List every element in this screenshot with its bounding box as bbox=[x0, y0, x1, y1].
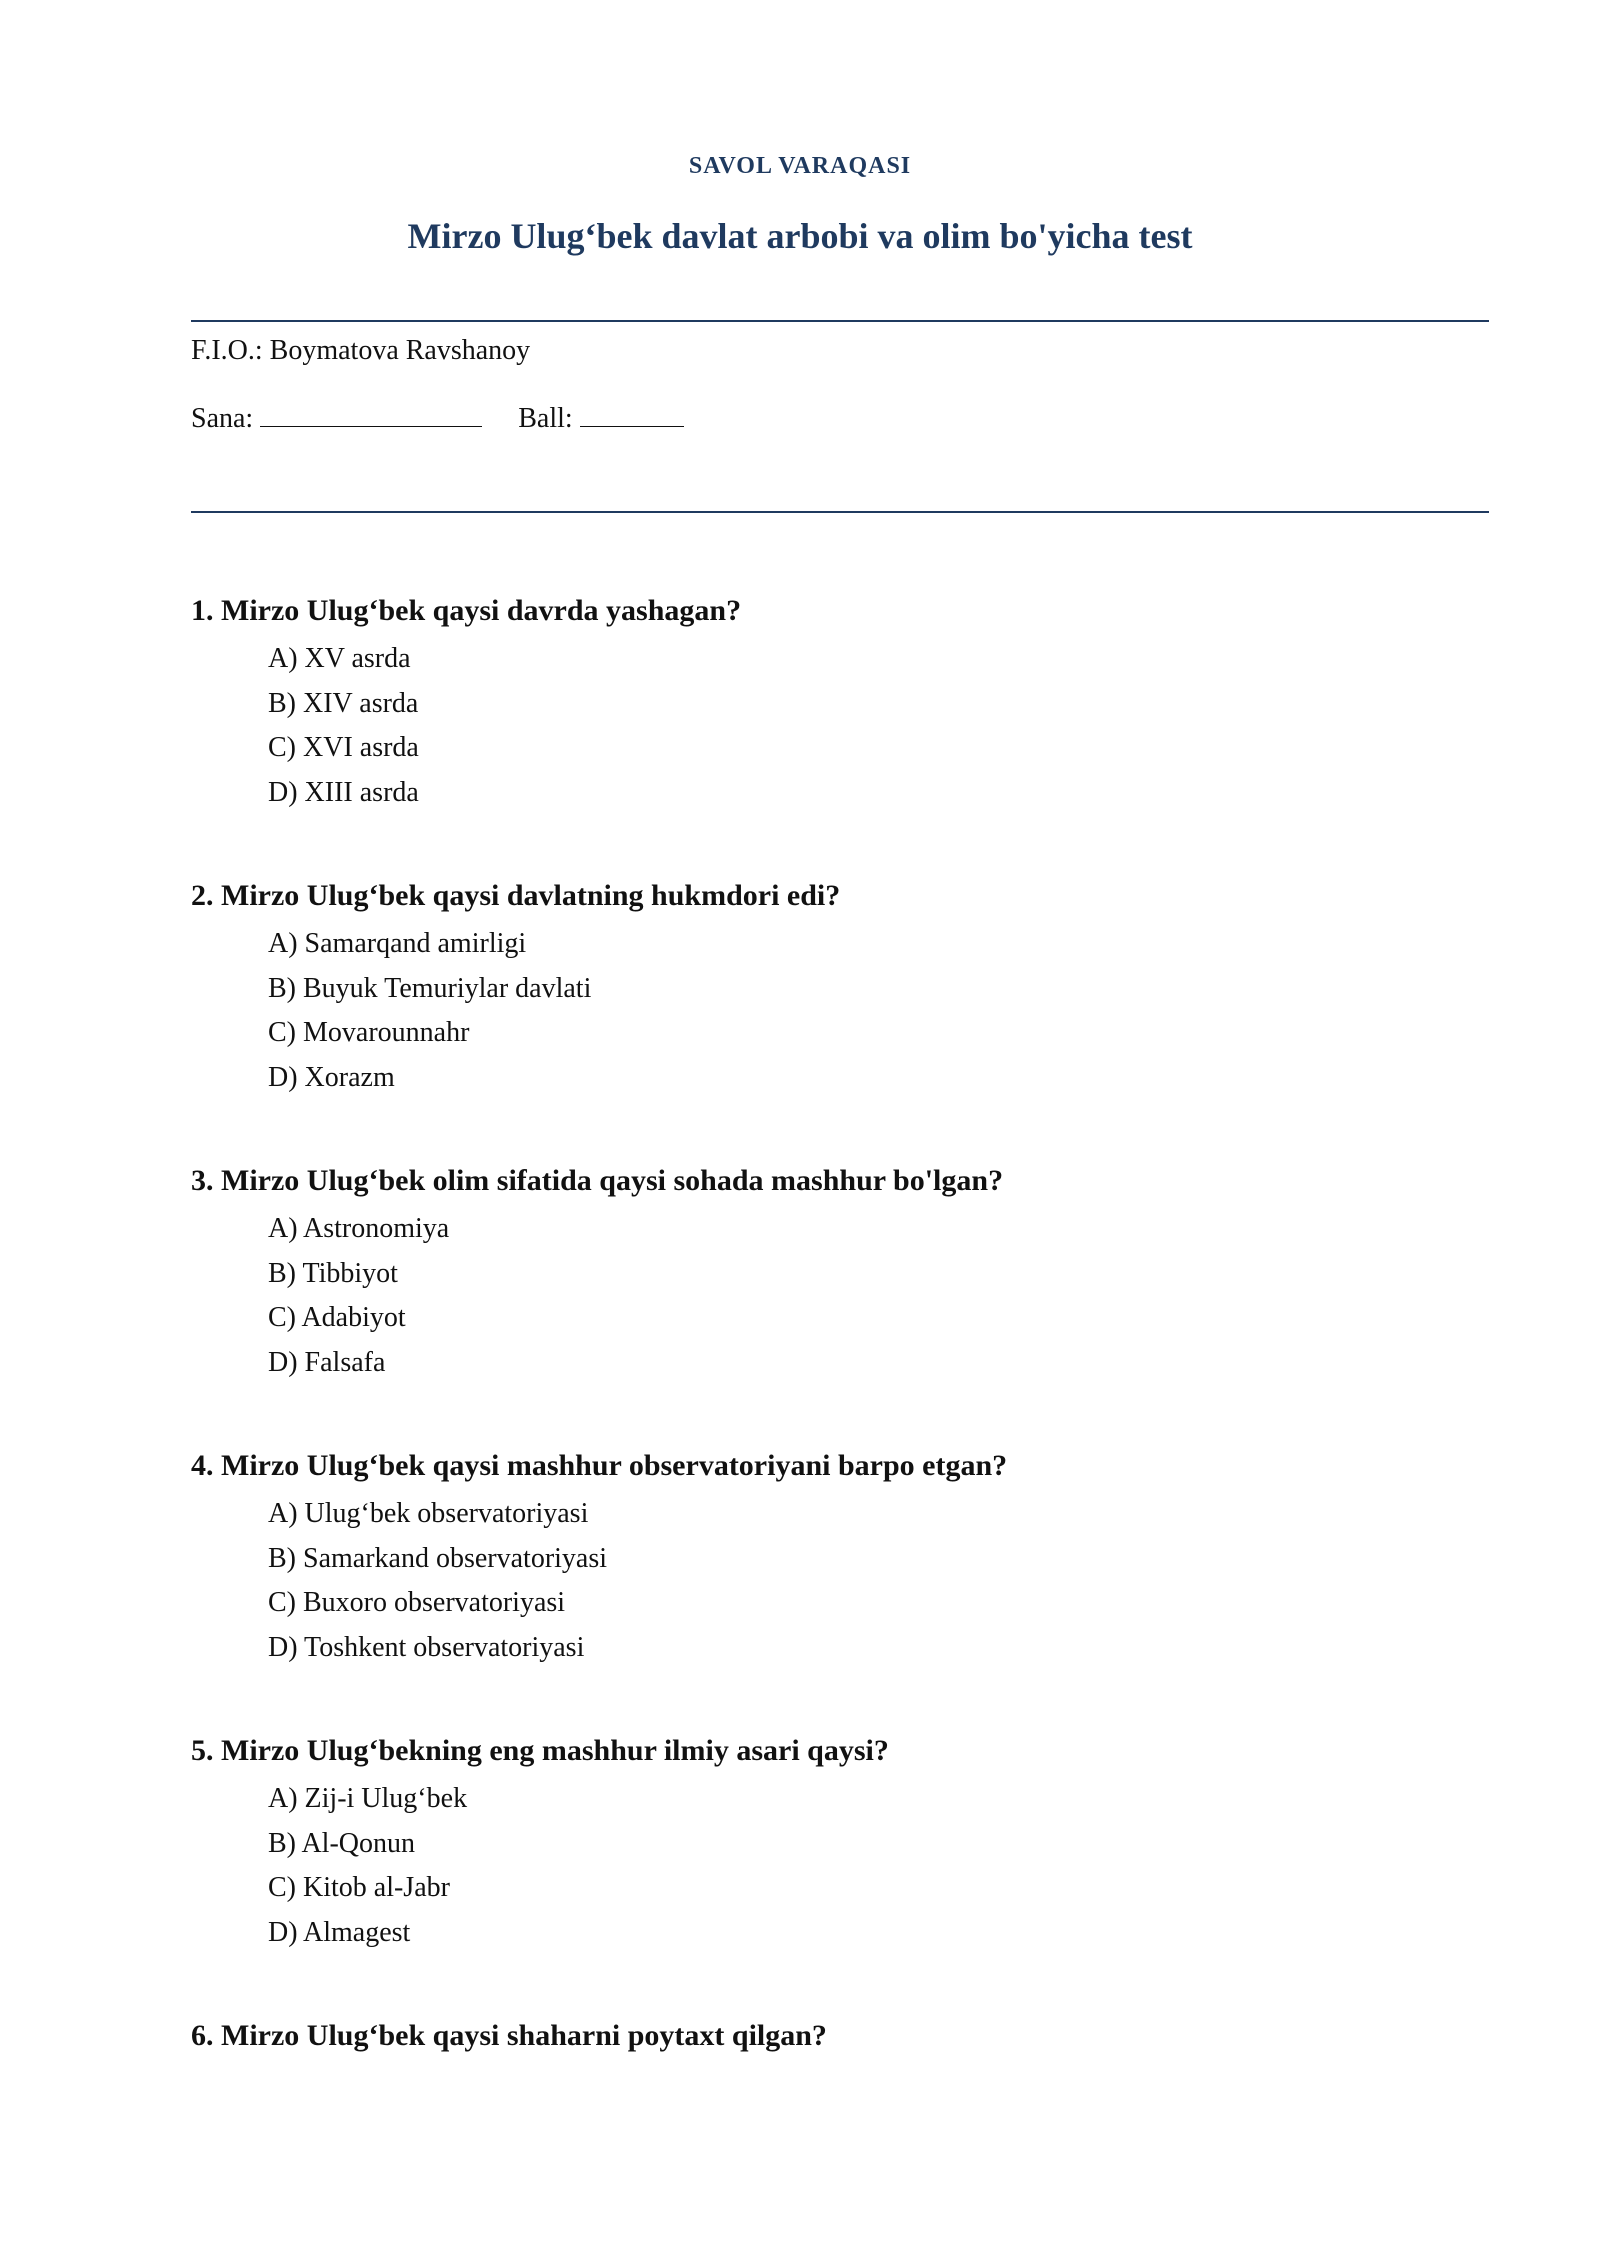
option-list bbox=[191, 1492, 1489, 1670]
question-5 bbox=[191, 1732, 1489, 1955]
question-4 bbox=[191, 1447, 1489, 1670]
option-list bbox=[191, 637, 1489, 815]
option-b: B) Buyuk Temuriylar davlati bbox=[268, 972, 592, 1004]
option-a: A) XV asrda bbox=[268, 643, 411, 674]
option-b: B) XIV asrda bbox=[268, 687, 419, 719]
question-text: 4. Mirzo Ulug‘bek qaysi mashhur observatoriyani barpo etgan? bbox=[191, 1449, 1008, 1482]
score-blank bbox=[580, 402, 684, 427]
bottom-divider bbox=[191, 511, 1489, 513]
question-2 bbox=[191, 877, 1489, 1100]
score-label: Ball: bbox=[518, 403, 573, 434]
option-c: C) XVI asrda bbox=[268, 732, 419, 763]
question-list bbox=[191, 592, 1489, 2117]
question-1 bbox=[191, 592, 1489, 815]
option-a: A) Astronomiya bbox=[268, 1213, 450, 1244]
question-text: 6. Mirzo Ulug‘bek qaysi shaharni poytaxt qilgan? bbox=[191, 2019, 827, 2052]
option-c: C) Kitob al-Jabr bbox=[268, 1872, 450, 1903]
option-a: A) Ulug‘bek observatoriyasi bbox=[268, 1498, 589, 1529]
question-text: 5. Mirzo Ulug‘bekning eng mashhur ilmiy asari qaysi? bbox=[191, 1734, 889, 1767]
option-c: C) Movarounnahr bbox=[268, 1017, 470, 1048]
date-blank bbox=[260, 402, 482, 427]
student-name: F.I.O.: Boymatova Ravshanoy bbox=[191, 335, 531, 366]
question-text: 2. Mirzo Ulug‘bek qaysi davlatning hukmdori edi? bbox=[191, 879, 841, 912]
option-d: D) XIII asrda bbox=[268, 776, 419, 808]
option-b: B) Samarkand observatoriyasi bbox=[268, 1542, 608, 1574]
option-c: C) Adabiyot bbox=[268, 1302, 406, 1333]
test-title: Mirzo Ulug‘bek davlat arbobi va olim bo'yicha test bbox=[407, 216, 1193, 256]
option-list bbox=[191, 922, 1489, 1100]
option-list bbox=[191, 1777, 1489, 1955]
option-d: D) Almagest bbox=[268, 1916, 411, 1948]
option-c: C) Buxoro observatoriyasi bbox=[268, 1587, 566, 1618]
question-text: 1. Mirzo Ulug‘bek qaysi davrda yashagan? bbox=[191, 594, 742, 627]
date-label: Sana: bbox=[191, 403, 254, 434]
date-score-line bbox=[191, 402, 684, 435]
question-text: 3. Mirzo Ulug‘bek olim sifatida qaysi sohada mashhur bo'lgan? bbox=[191, 1164, 1004, 1197]
option-d: D) Toshkent observatoriyasi bbox=[268, 1631, 585, 1663]
option-a: A) Samarqand amirligi bbox=[268, 928, 527, 959]
question-3 bbox=[191, 1162, 1489, 1385]
option-d: D) Xorazm bbox=[268, 1061, 395, 1093]
option-b: B) Tibbiyot bbox=[268, 1257, 398, 1289]
option-b: B) Al-Qonun bbox=[268, 1827, 415, 1859]
option-list bbox=[191, 1207, 1489, 1385]
sheet-label: SAVOL VARAQASI bbox=[688, 153, 912, 179]
question-6 bbox=[191, 2017, 1489, 2055]
option-a: A) Zij-i Ulug‘bek bbox=[268, 1783, 468, 1814]
top-divider bbox=[191, 320, 1489, 322]
option-d: D) Falsafa bbox=[268, 1346, 386, 1378]
